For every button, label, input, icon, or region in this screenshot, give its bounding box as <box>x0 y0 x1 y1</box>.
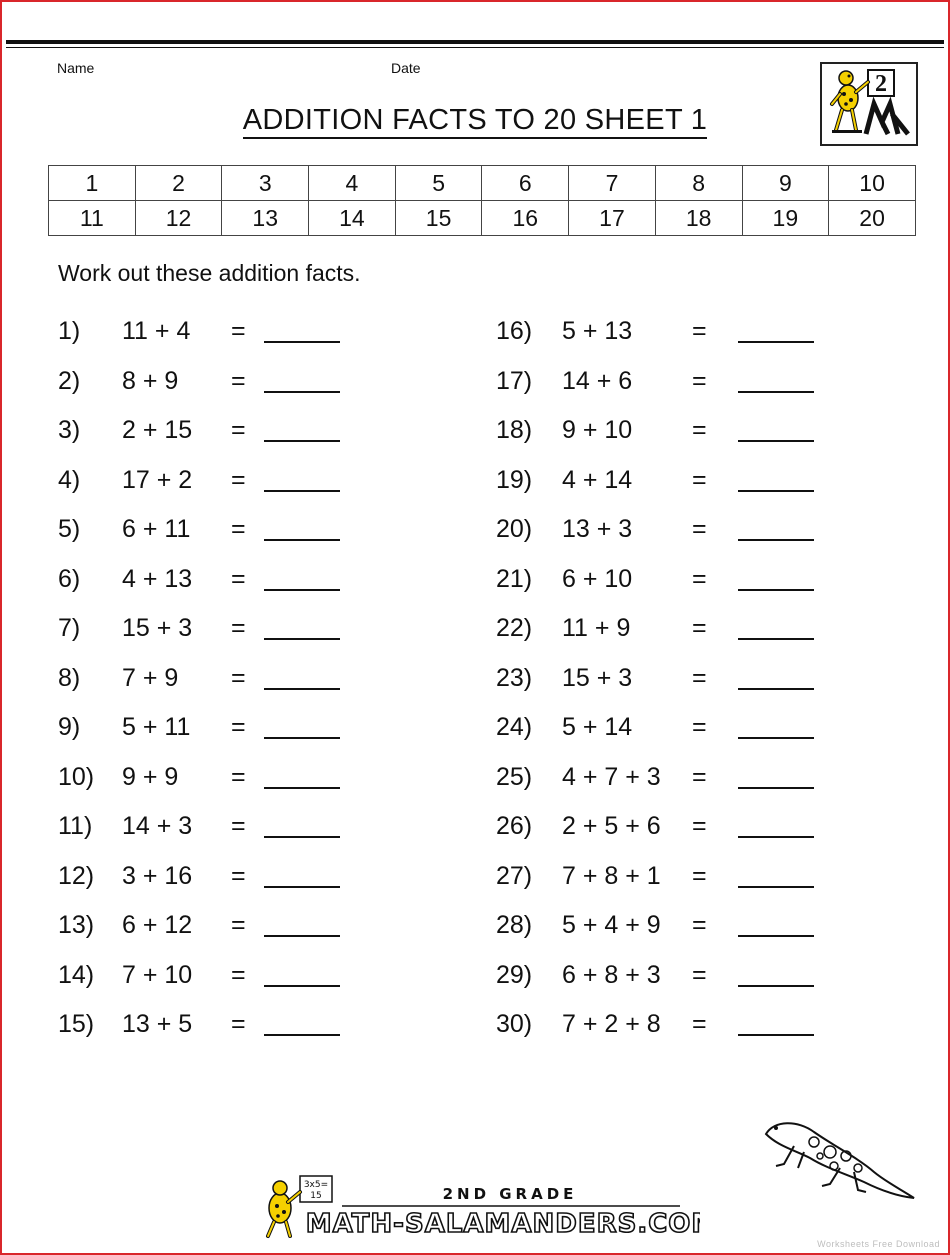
answer-blank[interactable] <box>738 961 814 987</box>
question-expression: 6 + 12 <box>122 911 193 939</box>
answer-blank[interactable] <box>738 911 814 937</box>
answer-blank[interactable] <box>738 614 814 640</box>
equals-sign: = <box>231 861 246 890</box>
equals-sign: = <box>692 861 707 890</box>
question-expression: 2 + 5 + 6 <box>562 812 661 840</box>
question-number: 11) <box>58 812 93 840</box>
number-cell: 8 <box>655 166 742 201</box>
footer-grade-text: 2ND GRADE <box>442 1185 578 1203</box>
question-number: 7) <box>58 614 81 642</box>
number-cell: 1 <box>49 166 136 201</box>
question-number: 1) <box>58 317 81 345</box>
question-number: 29) <box>496 960 533 989</box>
equals-sign: = <box>231 416 246 444</box>
question-number: 2) <box>58 366 81 395</box>
question-row <box>2 812 948 846</box>
equals-sign: = <box>692 416 707 444</box>
question-expression: 11 + 9 <box>562 614 631 642</box>
number-cell: 2 <box>135 166 222 201</box>
equals-sign: = <box>692 812 707 840</box>
question-number: 19) <box>496 465 533 494</box>
number-cell: 17 <box>569 201 656 236</box>
number-cell: 3 <box>222 166 309 201</box>
answer-blank[interactable] <box>738 416 814 442</box>
equals-sign: = <box>692 317 707 345</box>
equals-sign: = <box>231 960 246 989</box>
number-cell: 13 <box>222 201 309 236</box>
answer-blank[interactable] <box>738 565 814 591</box>
answer-blank[interactable] <box>738 1010 814 1036</box>
question-number: 24) <box>496 713 533 741</box>
question-expression: 11 + 4 <box>122 317 191 345</box>
instructions-text: Work out these addition facts. <box>58 260 361 286</box>
worksheet-title: ADDITION FACTS TO 20 SHEET 1 <box>2 104 948 137</box>
question-expression: 5 + 11 <box>122 713 191 741</box>
question-number: 12) <box>58 861 95 890</box>
footer-board-text-2: 15 <box>310 1191 322 1201</box>
question-expression: 14 + 3 <box>122 812 193 840</box>
question-number: 23) <box>496 663 533 692</box>
date-label: Date <box>391 60 421 76</box>
equals-sign: = <box>692 614 707 642</box>
question-number: 13) <box>58 911 95 939</box>
question-number: 3) <box>58 416 81 444</box>
answer-blank[interactable] <box>738 713 814 739</box>
answer-blank[interactable] <box>738 515 814 541</box>
question-expression: 5 + 14 <box>562 713 633 741</box>
question-row <box>2 367 948 401</box>
question-number: 8) <box>58 663 81 692</box>
header-rule-thick <box>6 40 944 44</box>
number-cell: 10 <box>829 166 916 201</box>
question-number: 14) <box>58 960 95 989</box>
question-expression: 7 + 8 + 1 <box>562 861 661 890</box>
header-rule-thin <box>6 47 944 48</box>
question-number: 6) <box>58 564 81 593</box>
answer-blank[interactable] <box>738 812 814 838</box>
question-expression: 8 + 9 <box>122 366 179 395</box>
number-cell: 18 <box>655 201 742 236</box>
question-expression: 5 + 4 + 9 <box>562 911 661 939</box>
question-number: 28) <box>496 911 533 939</box>
equals-sign: = <box>231 465 246 494</box>
question-number: 5) <box>58 515 81 543</box>
answer-blank[interactable] <box>738 367 814 393</box>
question-expression: 15 + 3 <box>562 663 633 692</box>
question-expression: 7 + 9 <box>122 663 179 692</box>
equals-sign: = <box>231 317 246 345</box>
number-cell: 12 <box>135 201 222 236</box>
name-label: Name <box>57 60 95 76</box>
question-row <box>2 763 948 797</box>
equals-sign: = <box>692 515 707 543</box>
footer-brand-logo <box>260 1172 700 1242</box>
question-row <box>2 664 948 698</box>
equals-sign: = <box>231 812 246 840</box>
footer-site-text: MATH-SALAMANDERS.COM <box>305 1209 700 1239</box>
question-number: 16) <box>496 317 533 345</box>
answer-blank[interactable] <box>738 763 814 789</box>
question-number: 10) <box>58 762 95 791</box>
answer-blank[interactable] <box>738 317 814 343</box>
equals-sign: = <box>231 1010 246 1038</box>
question-row <box>2 515 948 549</box>
question-expression: 13 + 3 <box>562 515 633 543</box>
equals-sign: = <box>231 713 246 741</box>
equals-sign: = <box>692 564 707 593</box>
question-row <box>2 466 948 500</box>
answer-blank[interactable] <box>738 664 814 690</box>
question-row <box>2 911 948 945</box>
salamander-illustration <box>754 1112 919 1202</box>
number-cell: 20 <box>829 201 916 236</box>
question-number: 25) <box>496 762 533 791</box>
question-expression: 4 + 14 <box>562 465 633 494</box>
question-number: 15) <box>58 1010 95 1038</box>
question-number: 9) <box>58 713 81 741</box>
question-row <box>2 713 948 747</box>
equals-sign: = <box>692 960 707 989</box>
number-row-1 <box>49 166 916 201</box>
number-cell: 4 <box>309 166 396 201</box>
question-row <box>2 317 948 351</box>
question-row <box>2 565 948 599</box>
question-row <box>2 961 948 995</box>
equals-sign: = <box>692 762 707 791</box>
watermark-text: Worksheets Free Download <box>817 1239 940 1249</box>
number-cell: 6 <box>482 166 569 201</box>
equals-sign: = <box>231 762 246 791</box>
question-number: 26) <box>496 812 533 840</box>
equals-sign: = <box>231 614 246 642</box>
question-row <box>2 862 948 896</box>
question-row <box>2 614 948 648</box>
question-number: 30) <box>496 1010 533 1038</box>
question-expression: 7 + 2 + 8 <box>562 1010 661 1038</box>
question-expression: 13 + 5 <box>122 1010 193 1038</box>
number-cell: 5 <box>395 166 482 201</box>
equals-sign: = <box>231 564 246 593</box>
question-expression: 9 + 10 <box>562 416 633 444</box>
question-expression: 7 + 10 <box>122 960 193 989</box>
question-row <box>2 416 948 450</box>
number-cell: 7 <box>569 166 656 201</box>
question-number: 22) <box>496 614 533 642</box>
question-number: 27) <box>496 861 533 890</box>
equals-sign: = <box>231 663 246 692</box>
equals-sign: = <box>692 366 707 395</box>
number-cell: 14 <box>309 201 396 236</box>
equals-sign: = <box>231 366 246 395</box>
answer-blank[interactable] <box>738 862 814 888</box>
number-reference-table <box>48 165 916 236</box>
equals-sign: = <box>231 911 246 939</box>
number-cell: 15 <box>395 201 482 236</box>
equals-sign: = <box>692 911 707 939</box>
number-cell: 9 <box>742 166 829 201</box>
equals-sign: = <box>231 515 246 543</box>
equals-sign: = <box>692 663 707 692</box>
question-number: 4) <box>58 465 81 494</box>
question-expression: 4 + 13 <box>122 564 193 593</box>
question-expression: 6 + 10 <box>562 564 633 593</box>
number-cell: 11 <box>49 201 136 236</box>
equals-sign: = <box>692 465 707 494</box>
question-row <box>2 1010 948 1044</box>
question-expression: 14 + 6 <box>562 366 633 395</box>
question-expression: 4 + 7 + 3 <box>562 762 661 791</box>
number-cell: 19 <box>742 201 829 236</box>
question-expression: 2 + 15 <box>122 416 193 444</box>
question-number: 17) <box>496 366 533 395</box>
question-expression: 6 + 11 <box>122 515 191 543</box>
question-number: 18) <box>496 416 533 444</box>
question-expression: 9 + 9 <box>122 762 179 791</box>
number-cell: 16 <box>482 201 569 236</box>
question-expression: 6 + 8 + 3 <box>562 960 661 989</box>
grade-badge-number: 2 <box>875 71 887 97</box>
footer-board-text-1: 3x5= <box>303 1180 329 1190</box>
question-expression: 5 + 13 <box>562 317 633 345</box>
equals-sign: = <box>692 713 707 741</box>
question-expression: 15 + 3 <box>122 614 193 642</box>
question-number: 20) <box>496 515 533 543</box>
answer-blank[interactable] <box>738 466 814 492</box>
question-number: 21) <box>496 564 533 593</box>
question-expression: 17 + 2 <box>122 465 193 494</box>
question-expression: 3 + 16 <box>122 861 193 890</box>
number-row-2 <box>49 201 916 236</box>
equals-sign: = <box>692 1010 707 1038</box>
